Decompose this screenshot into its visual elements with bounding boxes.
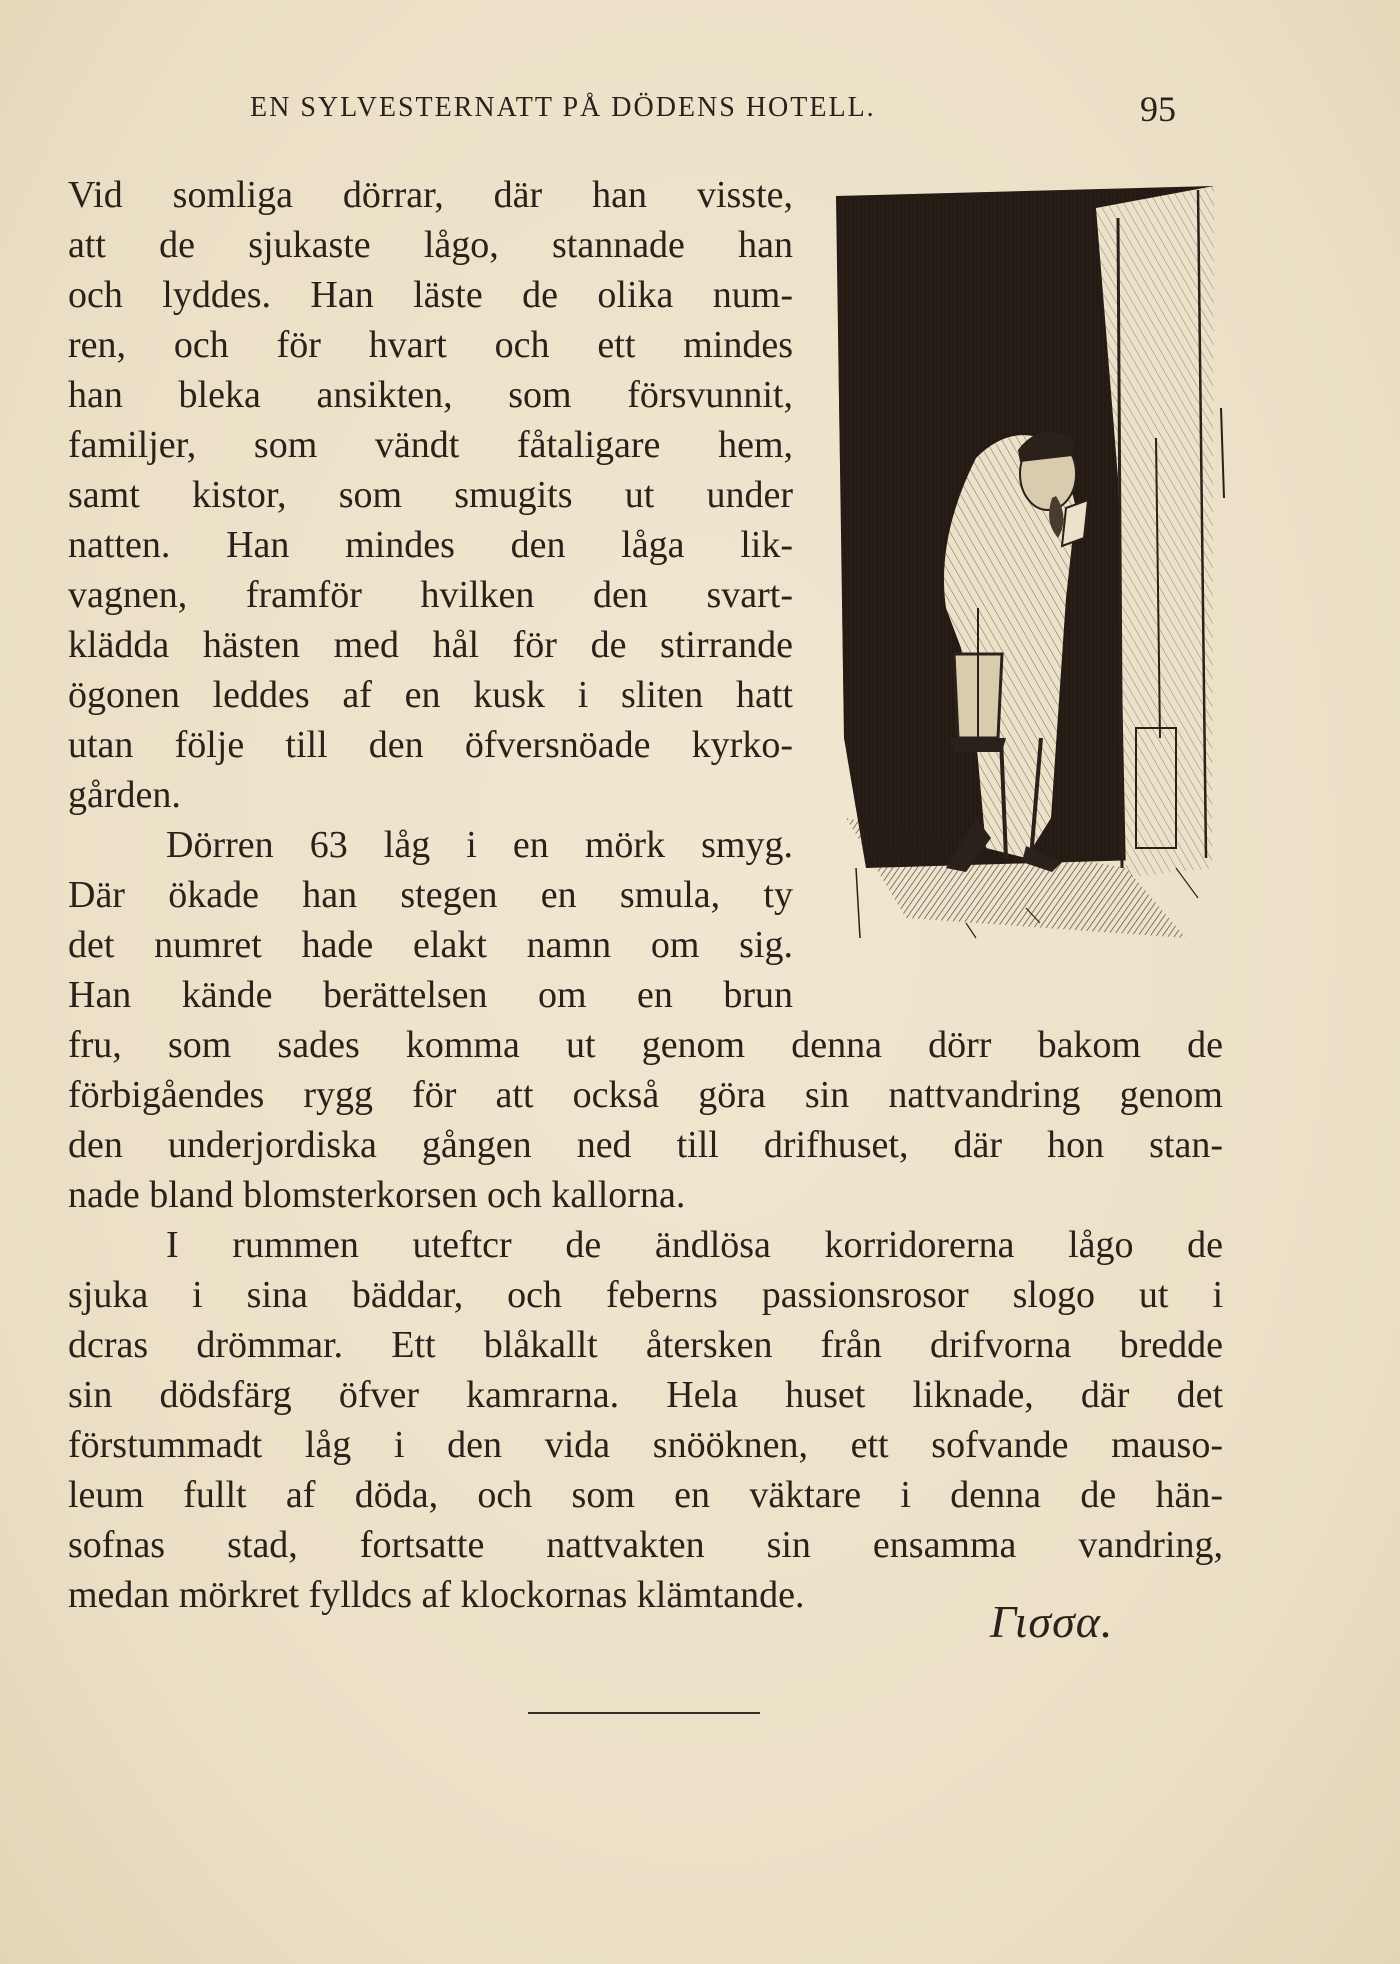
text-line: Han kände berättelsen om en brun [68,974,793,1016]
text-line: sjuka i sina bäddar, och feberns passionsrosor slogo ut i [68,1274,1223,1316]
text-line: Vid somliga dörrar, där han visste, [68,174,793,216]
text-line: leum fullt af döda, och som en väktare i denna de hän- [68,1474,1223,1516]
text-line: medan mörkret fylldcs af klockornas klämtande. [68,1574,805,1616]
page-number: 95 [1140,89,1176,129]
text-line: I rummen uteftcr de ändlösa korridorerna lågo de [166,1224,1223,1266]
text-line: ögonen leddes af en kusk i sliten hatt [68,674,793,716]
text-line: det numret hade elakt namn om sig. [68,924,793,966]
text-line: utan följe till den öfversnöade kyrko- [68,724,793,766]
text-line: Dörren 63 låg i en mörk smyg. [166,824,793,866]
text-line: gården. [68,774,181,816]
text-line: vagnen, framför hvilken den svart- [68,574,793,616]
text-line: förbigåendes rygg för att också göra sin nattvandring genom [68,1074,1223,1116]
text-line: nade bland blomsterkorsen och kallorna. [68,1174,686,1216]
text-line: dcras drömmar. Ett blåkallt återsken från drifvorna bredde [68,1324,1223,1366]
text-line: ren, och för hvart och ett mindes [68,324,793,366]
text-line: förstummadt låg i den vida snööknen, ett sofvande mauso- [68,1424,1223,1466]
text-line: sofnas stad, fortsatte nattvakten sin ensamma vandring, [68,1524,1223,1566]
running-title: EN SYLVESTERNATT PÅ DÖDENS HOTELL. [250,92,876,123]
text-line: familjer, som vändt fåtaligare hem, [68,424,793,466]
text-line: och lyddes. Han läste de olika num- [68,274,793,316]
text-line: klädda hästen med hål för de stirrande [68,624,793,666]
text-line: natten. Han mindes den låga lik- [68,524,793,566]
text-line: att de sjukaste lågo, stannade han [68,224,793,266]
text-line: den underjordiska gången ned till drifhuset, där hon stan- [68,1124,1223,1166]
body-text [68,170,1223,1620]
section-divider [528,1712,760,1714]
text-line: sin dödsfärg öfver kamrarna. Hela huset liknade, där det [68,1374,1223,1416]
text-line: Där ökade han stegen en smula, ty [68,874,793,916]
text-line: samt kistor, som smugits ut under [68,474,793,516]
text-line: fru, som sades komma ut genom denna dörr bakom de [68,1024,1223,1066]
author-signature: Γισσα. [990,1596,1114,1647]
text-line: han bleka ansikten, som försvunnit, [68,374,793,416]
